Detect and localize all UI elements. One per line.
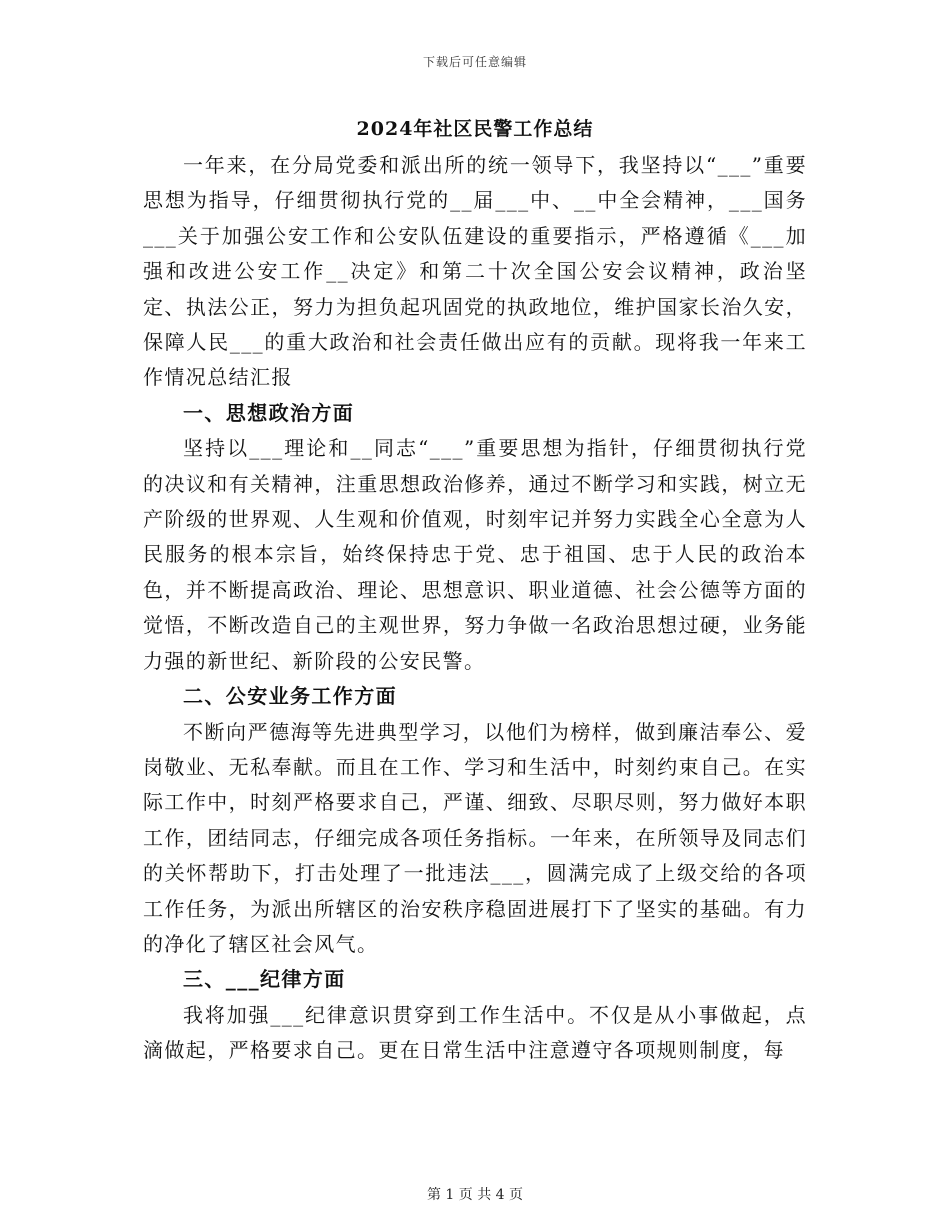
intro-paragraph: 一年来，在分局党委和派出所的统一领导下，我坚持以“___”重要思想为指导，仔细贯彻执行党的__届___中、__中全会精神，___国务___关于加强公安工作和公安队伍建设的重要指示，严格遵循《___加强和改进公安工作__决定》和第二十次全国公安会议精神，政治坚定、执法公正，努力为担负起巩固党的执政地位，维护国家长治久安，保障人民___的重大政治和社会责任做出应有的贡献。现将我一年来工作情况总结汇报 bbox=[143, 153, 807, 390]
section-paragraph-ideology: 坚持以___理论和__同志“___”重要思想为指针，仔细贯彻执行党的决议和有关精神，注重思想政治修养，通过不断学习和实践，树立无产阶级的世界观、人生观和价值观，时刻牢记并努力实践全心全意为人民服务的根本宗旨，始终保持忠于党、忠于祖国、忠于人民的政治本色，并不断提高政治、理论、思想意识、职业道德、社会公德等方面的觉悟，不断改造自己的主观世界，努力争做一名政治思想过硬，业务能力强的新世纪、新阶段的公安民警。 bbox=[143, 436, 807, 673]
section-heading-ideology: 一、思想政治方面 bbox=[183, 400, 355, 425]
section-heading-police-work: 二、公安业务工作方面 bbox=[183, 684, 397, 709]
page-footer: 第 1 页 共 4 页 bbox=[426, 1187, 524, 1203]
page-header-note: 下载后可任意编辑 bbox=[422, 55, 527, 69]
document-title: 2024年社区民警工作总结 bbox=[356, 118, 594, 140]
section-heading-discipline: 三、___纪律方面 bbox=[183, 967, 346, 992]
document-body bbox=[143, 148, 807, 1069]
section-paragraph-police-work: 不断向严德海等先进典型学习，以他们为榜样，做到廉洁奉公、爱岗敬业、无私奉献。而且在工作、学习和生活中，时刻约束自己。在实际工作中，时刻严格要求自己，严谨、细致、尽职尽则，努力做好本职工作，团结同志，仔细完成各项任务指标。一年来，在所领导及同志们的关怀帮助下，打击处理了一批违法___，圆满完成了上级交给的各项工作任务，为派出所辖区的治安秩序稳固进展打下了坚实的基础。有力的净化了辖区社会风气。 bbox=[143, 719, 807, 956]
section-paragraph-discipline: 我将加强___纪律意识贯穿到工作生活中。不仅是从小事做起，点滴做起，严格要求自己。更在日常生活中注意遵守各项规则制度，每 bbox=[143, 1002, 807, 1063]
